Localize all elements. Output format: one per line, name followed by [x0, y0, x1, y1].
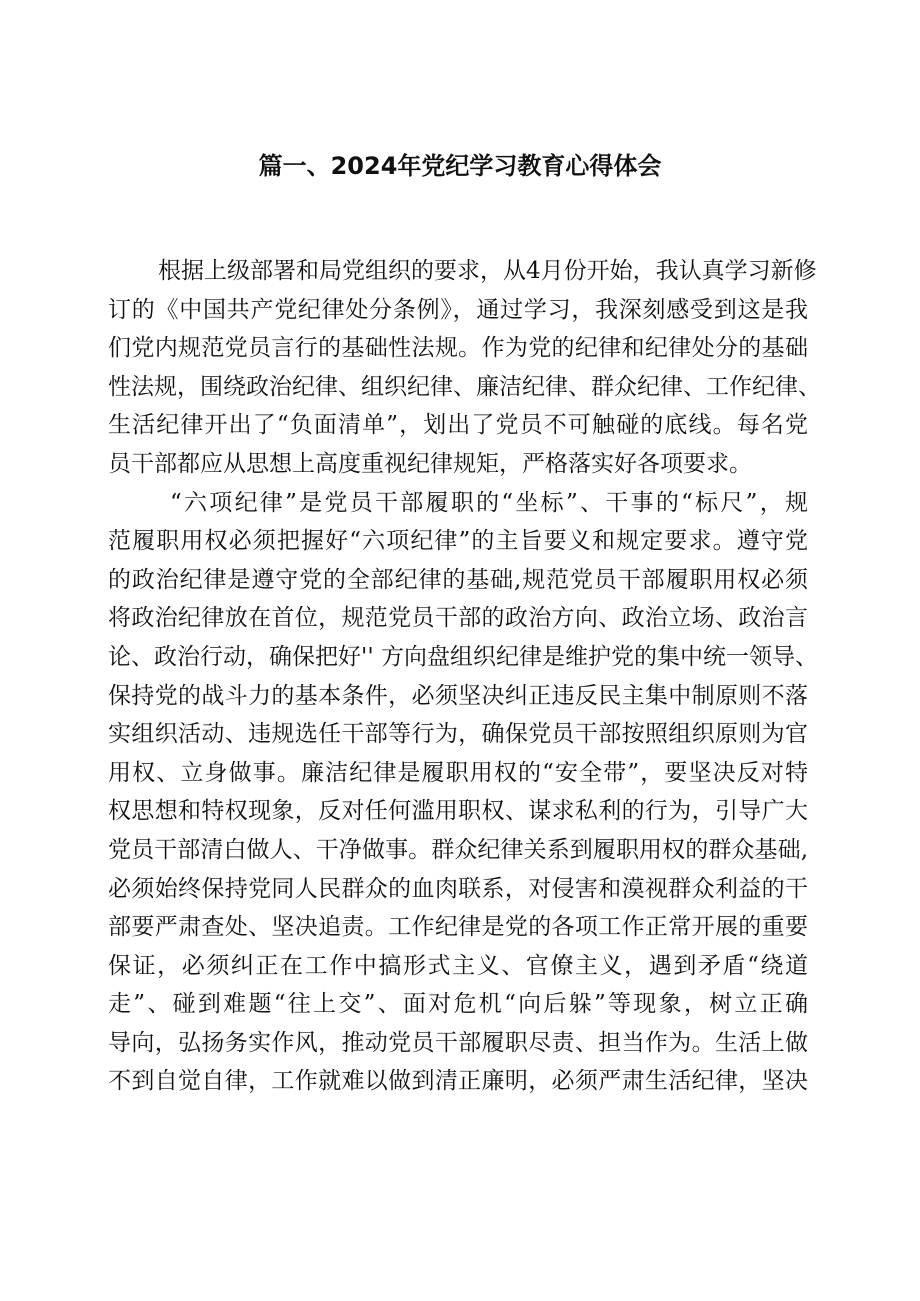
paragraph-line: 论、政治行动，确保把好'' 方向盘组织纪律是维护党的集中统一领导、: [108, 643, 818, 670]
paragraph-line: 保证，必须纠正在工作中搞形式主义、官僚主义，遇到矛盾“绕道: [108, 952, 808, 979]
paragraph-line: 党员干部清白做人、干净做事。群众纪律关系到履职用权的群众基础,: [108, 836, 808, 863]
paragraph-line: 员干部都应从思想上高度重视纪律规矩，严格落实好各项要求。: [108, 450, 752, 477]
paragraph-line: 根据上级部署和局党组织的要求，从4月份开始，我认真学习新修: [158, 258, 817, 284]
paragraph-2: [108, 484, 818, 1102]
paragraph-line: 不到自觉自律，工作就难以做到清正廉明，必须严肃生活纪律，坚决: [108, 1068, 808, 1095]
paragraph-line: 用权、立身做事。廉洁纪律是履职用权的“安全带”，要坚决反对特: [108, 759, 808, 786]
paragraph-line: 性法规，围绕政治纪律、组织纪律、廉洁纪律、群众纪律、工作纪律、: [108, 373, 821, 400]
paragraph-line: 生活纪律开出了“负面清单”，划出了党员不可触碰的底线。每名党: [108, 412, 808, 439]
paragraph-line: 实组织活动、违规选任干部等行为，确保党员干部按照组织原则为官: [108, 721, 808, 748]
paragraph-line: 将政治纪律放在首位，规范党员干部的政治方向、政治立场、政治言: [108, 605, 808, 632]
paragraph-line: 权思想和特权现象，反对任何滥用职权、谋求私利的行为，引导广大: [108, 798, 808, 825]
paragraph-line: 导向，弘扬务实作风，推动党员干部履职尽责、担当作为。生活上做: [108, 1029, 808, 1056]
paragraph-line: 保持党的战斗力的基本条件，必须坚决纠正违反民主集中制原则不落: [108, 682, 808, 709]
paragraph-line: 走”、碰到难题“往上交”、面对危机“向后躲”等现象，树立正确: [108, 991, 808, 1018]
document-title: 篇一、2024年党纪学习教育心得体会: [258, 152, 662, 180]
paragraph-line: 部要严肃查处、坚决追责。工作纪律是党的各项工作正常开展的重要: [108, 914, 808, 941]
paragraph-1: [108, 252, 821, 484]
document-body: [108, 252, 821, 1101]
paragraph-line: “六项纪律”是党员干部履职的“坐标”、干事的“标尺”，规: [170, 489, 808, 516]
paragraph-line: 们党内规范党员言行的基础性法规。作为党的纪律和纪律处分的基础: [108, 335, 808, 362]
paragraph-line: 必须始终保持党同人民群众的血肉联系，对侵害和漠视群众利益的干: [108, 875, 808, 902]
paragraph-line: 的政治纪律是遵守党的全部纪律的基础,规范党员干部履职用权必须: [108, 566, 808, 593]
paragraph-line: 范履职用权必须把握好“六项纪律”的主旨要义和规定要求。遵守党: [108, 528, 808, 555]
paragraph-line: 订的《中国共产党纪律处分条例》，通过学习，我深刻感受到这是我: [108, 296, 808, 323]
